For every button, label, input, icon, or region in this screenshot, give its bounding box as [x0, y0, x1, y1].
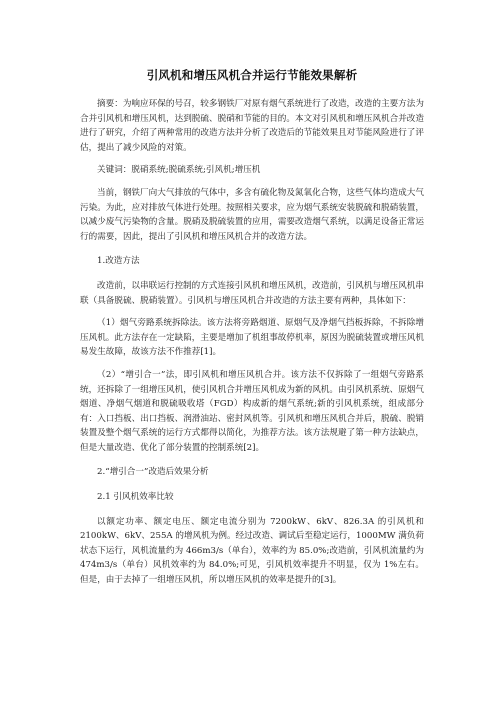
- method-2-paragraph: （2）“增引合一”法，即引风机和增压风机合并。该方法不仅拆除了一组烟气旁路系统，还拆除了一组增压风机，使引风机合并增压风机成为新的风机。由引风机系统、原烟气烟道、净烟气烟道和脱硫吸收塔（FGD）构成新的烟气系统;新的引风机系统，组成部分有：入口挡板、出口挡板、润滑油站、密封风机等。引风机和增压风机合并后，脱硫、脱销装置及整个烟气系统的运行方式都得以简化，为推荐方法。该方法规避了第一种方法缺点，但是大量改造、优化了部分装置的控制系统[2]。: [80, 369, 424, 453]
- intro-paragraph: 当前，钢铁厂向大气排放的气体中，多含有硫化物及氮氧化合物，这些气体均造成大气污染。为此，应对排放气体进行处理。按照相关要求，应为烟气系统安装脱硫和脱硝装置，以减少废气污染物的含量。脱硝及脱硫装置的应用，需要改造烟气系统，以满足设备正常运行的需要，因此，提出了引风机和增压风机合并的改造方法。: [80, 187, 424, 242]
- section-2-1-heading: 2.1 引风机效率比较: [97, 492, 174, 503]
- keywords-line: 关键词：脱硝系统;脱硫系统;引风机;增压机: [97, 165, 261, 176]
- section-1-heading: 1.改造方法: [97, 256, 140, 267]
- abstract-paragraph: 摘要：为响应环保的号召，较多钢铁厂对原有烟气系统进行了改造，改造的主要方法为合并引风机和增压风机，达到脱硫、脱硝和节能的目的。本文对引风机和增压风机合并改造进行了研究，介绍了两种常用的改造方法并分析了改造后的节能效果且对节能风险进行了评估，提出了减少风险的对策。: [80, 99, 424, 153]
- document-title: 引风机和增压风机合并运行节能效果解析: [146, 68, 358, 82]
- section-1-paragraph: 改造前，以串联运行控制的方式连接引风机和增压风机，改造前，引风机与增压风机串联（具备脱硫、脱硝装置）。引风机与增压风机合并改造的方法主要有两种，具体如下：: [80, 280, 424, 306]
- section-2-1-paragraph: 以额定功率、额定电压、额定电流分别为 7200kW、6kV、826.3A 的引风机和 2100kW、6kV、255A 的增风机为例。经过改造、调试后至稳定运行，1000MW 满负荷状态下运行，风机流量约为 466m3/s（单台），效率约为 85.0%;改造前，引风机流量约为 474m3/s（单台）风机效率约为 84.0%;可见，引风机效率提升不明显，仅为 1%左右。但是，由于去掉了一组增压风机，所以增压风机的效率是提升的[3]。: [80, 516, 424, 586]
- section-2-heading: 2.“增引合一”改造后效果分析: [97, 467, 209, 478]
- method-1-paragraph: （1）烟气旁路系统拆除法。该方法将旁路烟道、原烟气及净烟气挡板拆除，不拆除增压风机。此方法存在一定缺陷，主要是增加了机组事故停机率，原因为脱硫装置或增压风机易发生故障，故该方法不作推荐[1]。: [80, 318, 424, 358]
